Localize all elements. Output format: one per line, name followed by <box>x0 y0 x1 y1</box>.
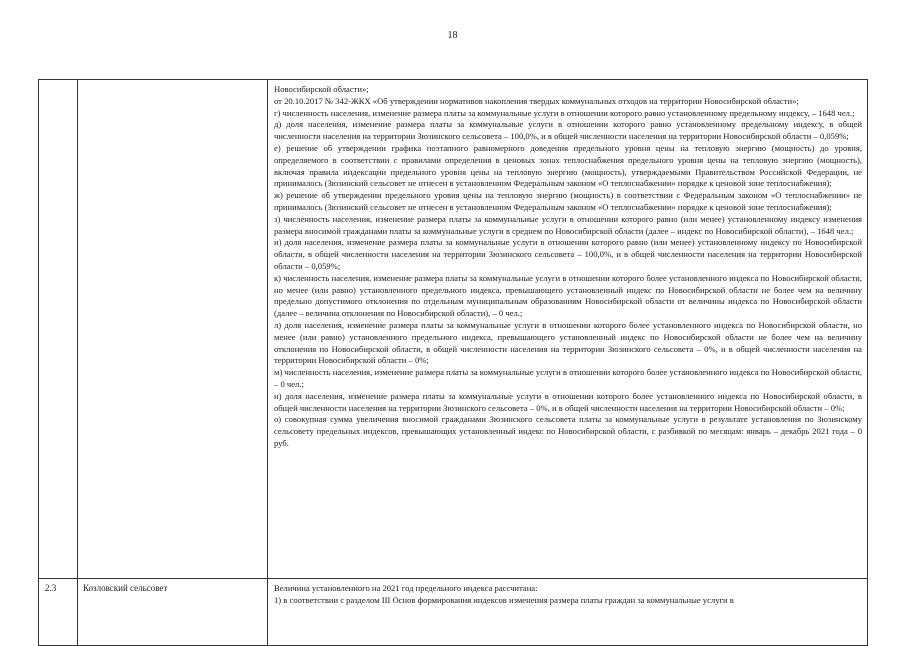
paragraph: от 20.10.2017 № 342-ЖКХ «Об утверждении нормативов накопления твердых коммунальных отходов на территории Новосибирской области»; <box>274 95 799 106</box>
paragraph: Величина установленного на 2021 год предельного индекса рассчитана: <box>274 583 538 593</box>
paragraph: л) доля населения, изменение размера платы за коммунальные услуги в отношении которого более установленного индекса по Новосибирской области, но менее (или равно) установленного предельного индекса, превышающего установленный индекс по Новосибирской области не более чем на величину отклонения по Новосибирской области, в общей численности населения на территории Зюзинского сельсовета – 0%, и в общей численности населения на территории Новосибирской области – 0%; <box>274 319 862 366</box>
table-row <box>39 579 868 646</box>
paragraph: ж) решение об утверждении предельного уровня цены на тепловую энергию (мощность) в соответствии с Федеральным законом «О теплоснабжении» не принималось (Зюзинский сельсовет не отнесен в установленном Федеральным законом «О теплоснабжении» порядке к ценовой зоне теплоснабжения); <box>274 190 862 212</box>
paragraph: 1) в соответствии с разделом III Основ формирования индексов изменения размера платы граждан за коммунальные услуги в <box>274 594 734 605</box>
municipality-name-cell <box>78 80 268 579</box>
description-cell <box>268 80 868 579</box>
paragraph: е) решение об утверждении графика поэтапного равномерного доведения предельного уровня цены на тепловую энергию (мощность) до уровня, определяемого в соответствии с правилами определения в ценовых зонах теплоснабжения предельного уровня цены на тепловую энергию (мощность), включая правила индексации предельного уровня цены на тепловую энергию (мощность), утверждаемыми Правительством Российской Федерации, не принималось (Зюзинский сельсовет не отнесен в установленном Федеральным законом «О теплоснабжении» порядке к ценовой зоне теплоснабжения); <box>274 142 862 189</box>
paragraph: н) доля населения, изменение размера платы за коммунальные услуги в отношении которого более установленного индекса по Новосибирской области, в общей численности населения на территории Зюзинского сельсовета – 0%, и в общей численности населения на территории Новосибирской области – 0%; <box>274 390 862 413</box>
paragraph: о) совокупная сумма увеличения вносимой гражданами Зюзинского сельсовета платы за коммунальные услуги в результате установления по Зюзинскому сельсовету предельных индексов, превышающих установленный индекс по Новосибирской области, с разбивкой по месяцам: январь – декабрь 2021 года – 0 руб. <box>274 414 862 448</box>
paragraph: з) численность населения, изменение размера платы за коммунальные услуги в отношении которого равно (или менее) установленному индексу изменения размера вносимой гражданами платы за коммунальные услуги в среднем по Новосибирской области (далее – индекс по Новосибирской области), – 1648 чел.; <box>274 213 862 236</box>
row-number-cell: 2.3 <box>39 579 78 646</box>
paragraph: Новосибирской области»; <box>274 84 369 94</box>
description-cell <box>268 579 868 646</box>
row-number-cell <box>39 80 78 579</box>
page-number: 18 <box>447 30 458 41</box>
document-table <box>38 79 868 646</box>
paragraph: д) доля населения, изменение размера платы за коммунальные услуги в отношении которого равно установленному предельному индексу, в общей численности населения на территории Зюзинского сельсовета – 100,0%, и в общей численности населения на территории Новосибирской области – 0,059%; <box>274 119 862 142</box>
paragraph: и) доля населения, изменение размера платы за коммунальные услуги в отношении которого равно (или менее) установленному индексу по Новосибирской области, в общей численности населения на территории Зюзинского сельсовета – 100,0%, и в общей численности населения на территории Новосибирской области – 0,059%; <box>274 237 862 271</box>
paragraph: м) численность населения, изменение размера платы за коммунальные услуги в отношении которого более установленного индекса по Новосибирской области, – 0 чел.; <box>274 367 862 389</box>
description-text <box>274 583 862 607</box>
description-text <box>274 84 862 450</box>
paragraph: г) численность населения, изменение размера платы за коммунальные услуги в отношении которого равно установленному предельному индексу, – 1648 чел.; <box>274 107 855 118</box>
table-row <box>39 80 868 579</box>
paragraph: к) численность населения, изменение размера платы за коммунальные услуги в отношении которого более установленного индекса по Новосибирской области, но менее (или равно) установленного предельного индекса, превышающего установленный индекс по Новосибирской области не более чем на величину предельно допустимого отклонения по отдельным муниципальным образованиям Новосибирской области от величины индекса по Новосибирской области (далее – величина отклонения по Новосибирской области), – 0 чел.; <box>274 272 862 319</box>
municipality-name-cell: Козловский сельсовет <box>78 579 268 646</box>
